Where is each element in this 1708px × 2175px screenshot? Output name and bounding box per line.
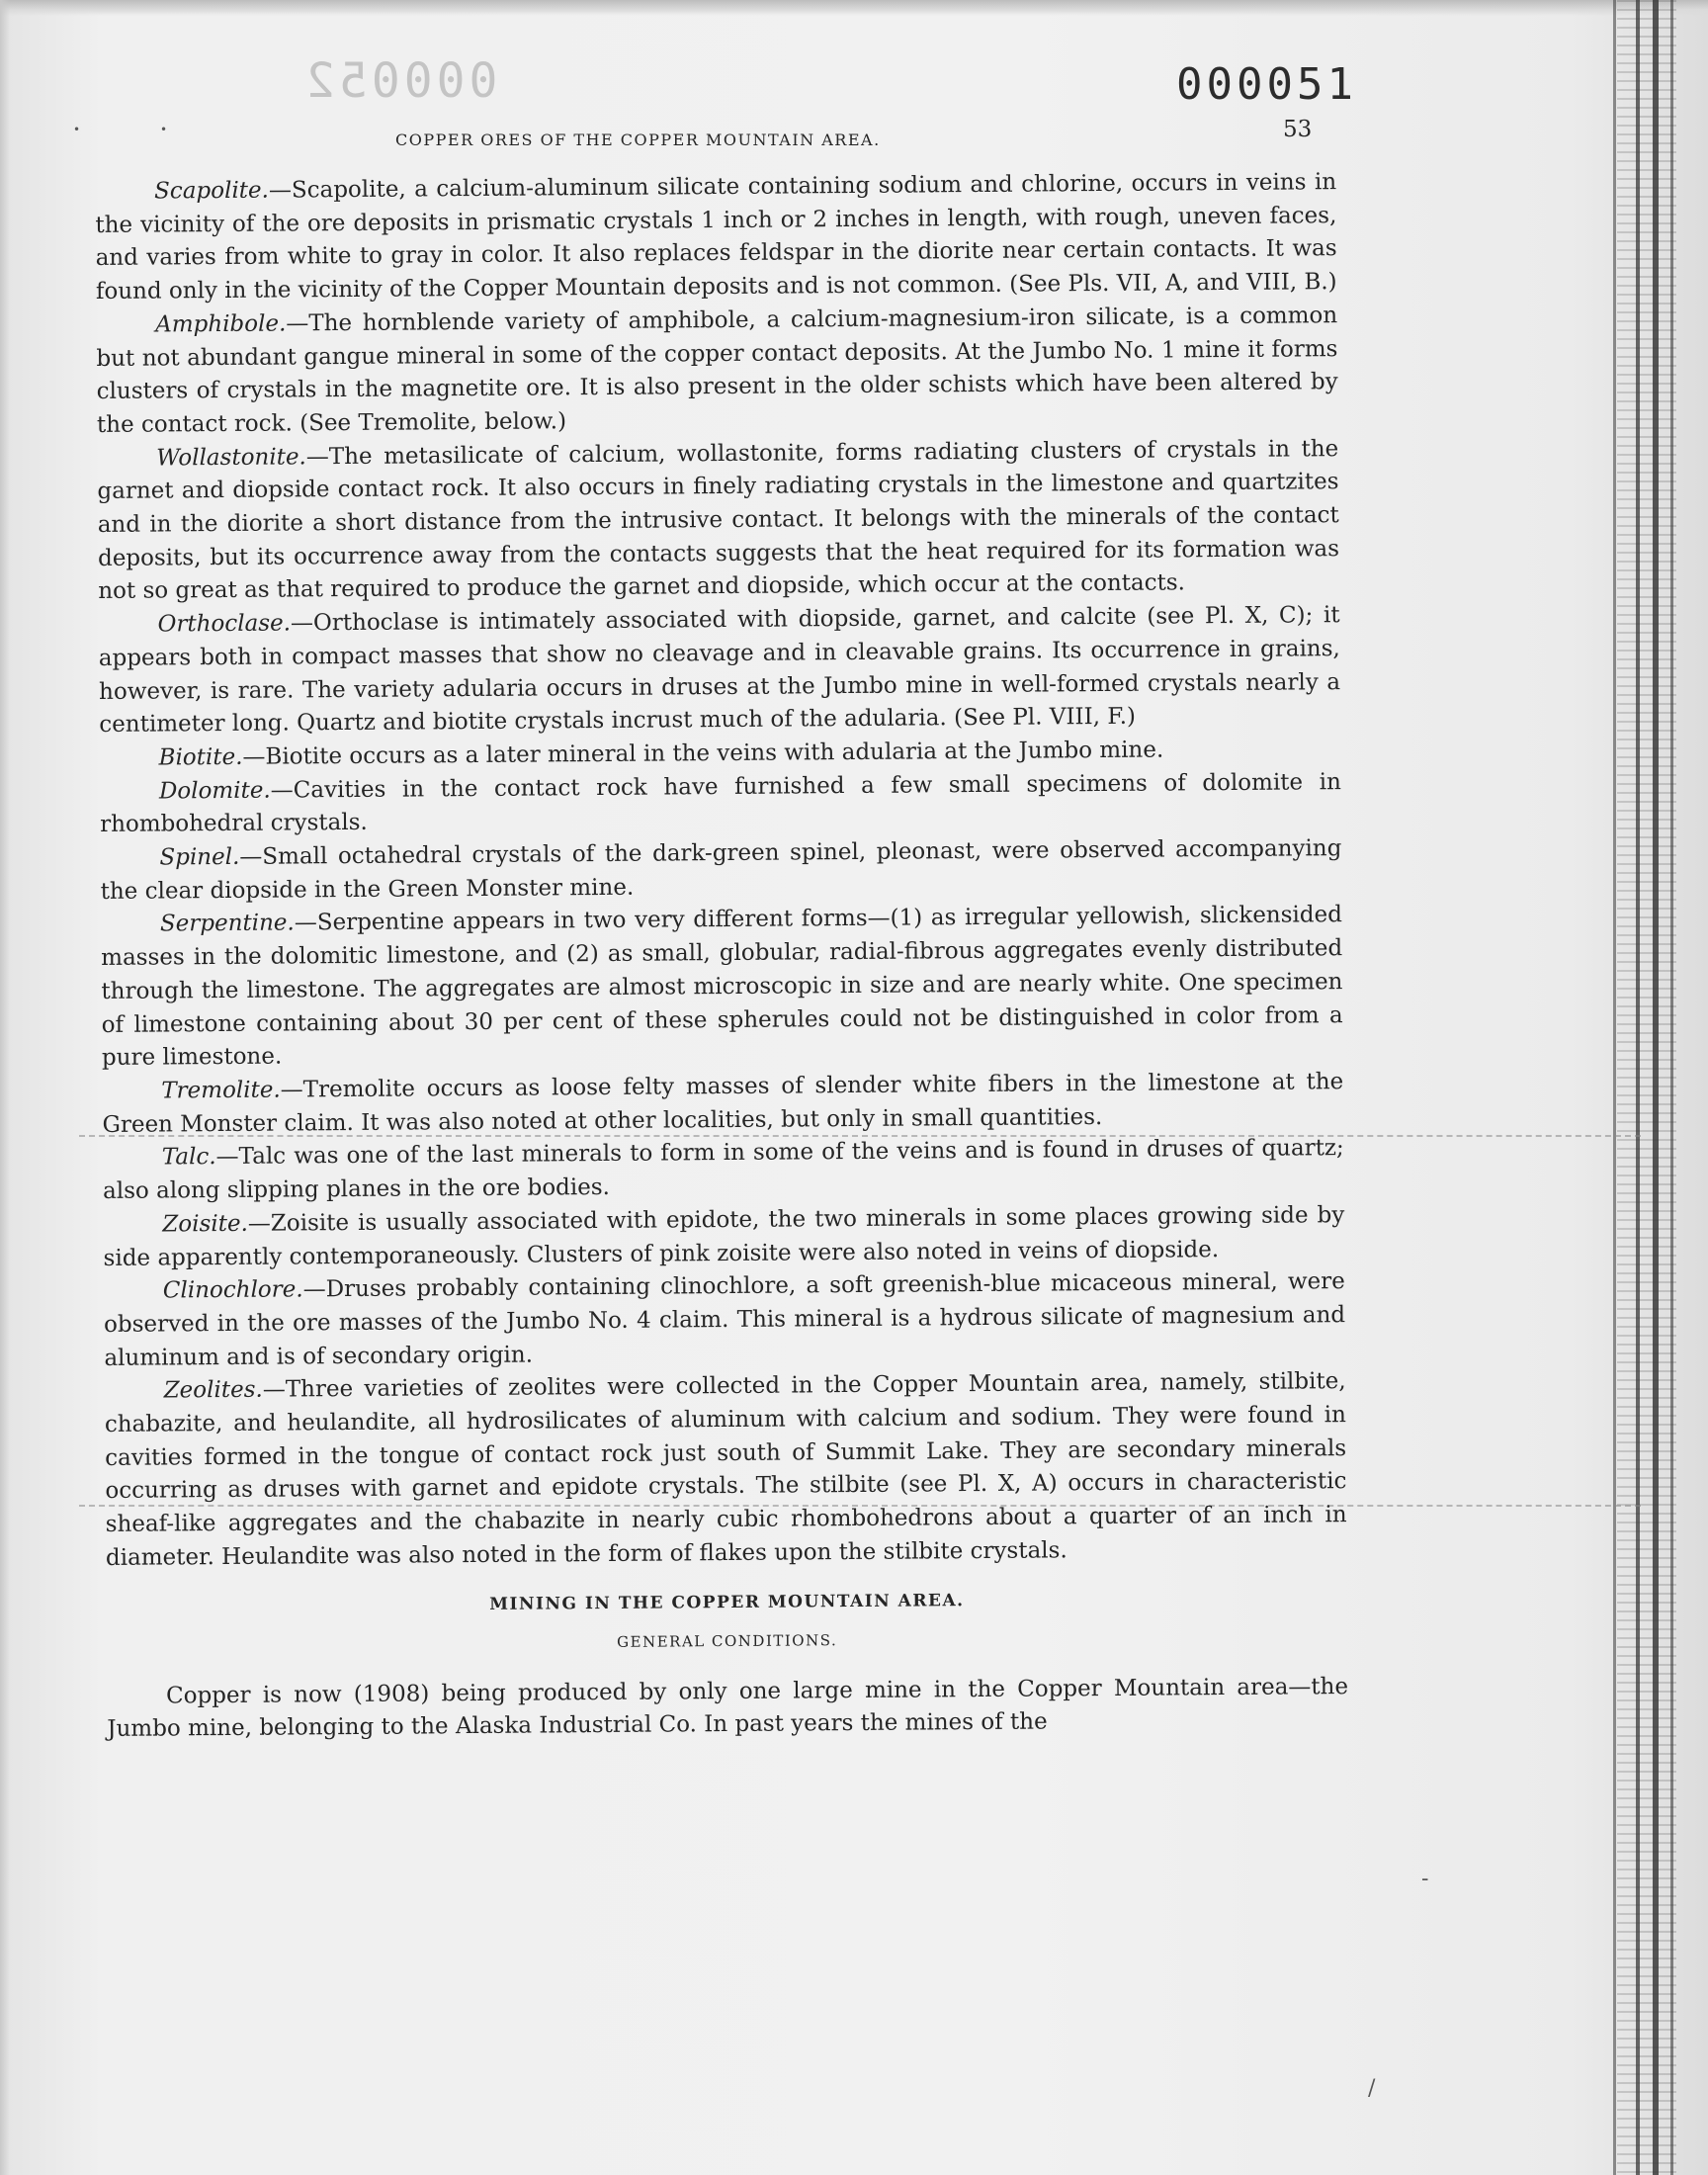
mineral-paragraph <box>103 1132 1344 1208</box>
sub-heading: GENERAL CONDITIONS. <box>617 1630 838 1651</box>
binding-line <box>1670 0 1673 2175</box>
mineral-paragraph <box>96 300 1338 443</box>
mineral-description: —Biotite occurs as a later mineral in the veins with adularia at the Jumbo mine. <box>242 737 1164 770</box>
mineral-description: —Tremolite occurs as loose felty masses of slender white fibers in the limestone at the Green Monster claim. It was also noted at other localities, but only in small quantities. <box>102 1069 1344 1138</box>
mineral-description: —The hornblende variety of amphibole, a calcium-magnesium-iron silicate, is a common but not abundant gangue mineral in some of the copper contact deposits. At the Jumbo No. 1 mine it forms clusters of crystals in the magnetite ore. It is also present in the older schists which have been altered by the contact rock. (See Tremolite, below.) <box>96 302 1338 438</box>
mineral-term: Tremolite. <box>161 1077 281 1104</box>
mineral-term: Scapolite. <box>154 177 270 205</box>
mineral-term: Dolomite. <box>158 777 271 805</box>
mineral-paragraph <box>95 166 1337 309</box>
scan-speck: • <box>160 123 168 136</box>
mineral-term: Talc. <box>161 1144 216 1171</box>
mineral-term: Amphibole. <box>155 310 287 338</box>
binding-line <box>1636 0 1640 2175</box>
closing-paragraph: Copper is now (1908) being produced by only one large mine in the Copper Mountain area—the Jumbo mine, belonging to the Alaska Industrial Co. In past years the mines of the <box>107 1673 1349 1743</box>
margin-mark: / <box>1368 2076 1376 2101</box>
section-heading: MINING IN THE COPPER MOUNTAIN AREA. <box>489 1590 965 1614</box>
page-number: 53 <box>1283 117 1313 142</box>
mineral-description: —The metasilicate of calcium, wollastonite, forms radiating clusters of crystals in the garnet and diopside contact rock. It also occurs in finely radiating crystals in the limestone and quartzites and in the diorite a short distance from the intrusive contact. It belongs with the minerals of the contact deposits, but its occurrence away from the contacts suggests that the heat required for its formation was not so great as that required to produce the garnet and diopside, which occur at the contacts. <box>97 435 1340 605</box>
mineral-term: Biotite. <box>158 743 243 771</box>
mineral-term: Wollastonite. <box>156 443 306 472</box>
scan-speck: • <box>73 123 81 136</box>
mineral-description: —Orthoclase is intimately associated with diopside, garnet, and calcite (see Pl. X, C); it appears both in compact masses that show no cleavage and in cleavable grains. Its occurrence in grains, however, is rare. The variety adularia occurs in druses at the Jumbo mine in well-formed crystals nearly a centimeter long. Quartz and biotite crystals incrust much of the adularia. (See Pl. VIII, F.) <box>98 602 1341 739</box>
mineral-description: —Druses probably containing clinochlore, a soft greenish-blue micaceous mineral, were observed in the ore masses of the Jumbo No. 4 claim. This mineral is a hydrous silicate of magnesium and aluminum and is of secondary origin. <box>104 1268 1346 1371</box>
mineral-term: Zoisite. <box>162 1210 248 1238</box>
mineral-description: —Talc was one of the last minerals to form in some of the veins and is found in druses of quartz; also along slipping planes in the ore bodies. <box>102 1135 1344 1205</box>
binding-speckle <box>1617 0 1676 2175</box>
binding-line <box>1613 0 1616 2175</box>
mineral-description: —Serpentine appears in two very different forms—(1) as irregular yellowish, slickensided masses in the dolomitic limestone, and (2) as small, globular, radial-fibrous aggregates evenly distributed through the limestone. The aggregates are almost microscopic in size and are nearly white. One specimen of limestone containing about 30 per cent of these spherules could not be distinguished in color from a pure limestone. <box>101 902 1343 1072</box>
mineral-description: —Zoisite is usually associated with epidote, the two minerals in some places growing side by side apparently contemporaneously. Clusters of pink zoisite were also noted in veins of diopside. <box>103 1201 1345 1271</box>
mineral-description: —Three varieties of zeolites were collected in the Copper Mountain area, namely, stilbite, chabazite, and heulandite, all hydrosilicates of aluminum with calcium and sodium. They were found in cavities formed in the tongue of contact rock just south of Summit Lake. They are secondary minerals occurring as druses with garnet and epidote crystals. The stilbite (see Pl. X, A) occurs in characteristic sheaf-like aggregates and the chabazite in nearly cubic rhombohedrons about a quarter of an inch in diameter. Heulandite was also noted in the form of flakes upon the stilbite crystals. <box>104 1368 1347 1571</box>
mineral-description: —Cavities in the contact rock have furnished a few small specimens of dolomite in rhombohedral crystals. <box>100 768 1341 838</box>
body-text <box>95 166 1348 1747</box>
mineral-paragraph <box>104 1265 1346 1375</box>
mineral-description: —Scapolite, a calcium-aluminum silicate containing sodium and chlorine, occurs in veins in the vicinity of the ore deposits in prismatic crystals 1 inch or 2 inches in length, with rough, uneven faces, and varies from white to gray in color. It also replaces feldspar in the diorite near certain contacts. It was found only in the vicinity of the Copper Mountain deposits and is not common. (See Pls. VII, A, and VIII, B.) <box>95 169 1337 305</box>
running-head: COPPER ORES OF THE COPPER MOUNTAIN AREA. <box>395 130 881 149</box>
mineral-paragraph <box>101 900 1343 1076</box>
mineral-paragraph <box>100 832 1341 909</box>
mineral-term: Spinel. <box>159 843 240 871</box>
page-left-shadow <box>0 0 10 2175</box>
mineral-description: —Small octahedral crystals of the dark-green spinel, pleonast, were observed accompanying the clear diopside in the Green Monster mine. <box>100 835 1342 905</box>
binding-line <box>1653 0 1659 2175</box>
bates-stamp: 000051 <box>1176 59 1357 110</box>
mineral-term: Serpentine. <box>159 910 295 937</box>
mineral-paragraph <box>103 1199 1344 1275</box>
mineral-term: Clinochlore. <box>162 1276 303 1304</box>
mineral-paragraph <box>105 1365 1348 1575</box>
mineral-term: Orthoclase. <box>157 610 292 638</box>
faint-bates-stamp: 000052 <box>302 53 498 109</box>
mineral-paragraph <box>100 766 1341 842</box>
mineral-paragraph <box>97 433 1339 609</box>
mineral-term: Zeolites. <box>163 1377 263 1404</box>
mineral-paragraph <box>98 599 1340 742</box>
page-top-shadow <box>0 0 1708 16</box>
mineral-paragraph <box>102 1066 1343 1142</box>
margin-mark: - <box>1421 1867 1429 1891</box>
